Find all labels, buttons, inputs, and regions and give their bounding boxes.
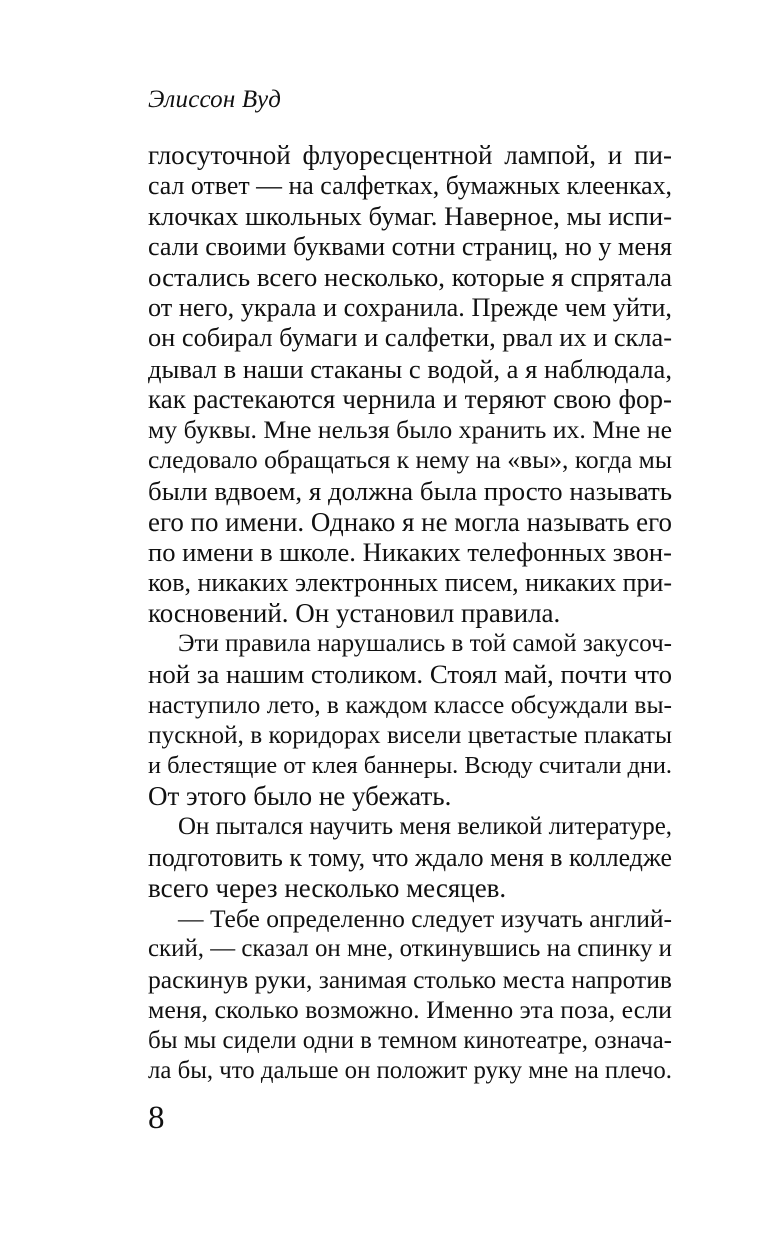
text-line: — Тебе определенно следует изучать англий- [178, 903, 672, 933]
text-line: ский, — сказал он мне, откинувшись на спинку и [148, 935, 672, 963]
body-text [148, 140, 672, 1087]
text-line: наступило лето, в каждом классе обсуждали вы- [148, 689, 672, 719]
text-line: косновений. Он установил правила. [148, 598, 561, 629]
text-line: Эти правила нарушались в той самой закусоч- [178, 629, 672, 657]
text-line: следовало обращаться к нему на «вы», когда мы [148, 445, 672, 475]
text-line: были вдвоем, я должна была просто называть [148, 476, 672, 507]
text-line: дывал в наши стаканы с водой, а я наблюдала, [148, 353, 672, 384]
text-line: сали своими буквами сотни страниц, но у меня [148, 231, 673, 261]
text-line: от него, украла и сохранила. Прежде чем уйти, [148, 292, 672, 322]
text-line: остались всего несколько, которые я спрятала [148, 262, 672, 293]
text-line: всего через несколько месяцев. [148, 873, 507, 904]
text-line: меня, сколько возможно. Именно эта поза, если [148, 995, 672, 1025]
text-line: пускной, в коридорах висели цветастые плакаты [148, 721, 672, 750]
text-line: От этого было не убежать. [148, 781, 452, 812]
text-line: раскинув руки, занимая столько места напротив [148, 964, 672, 994]
running-head-author: Элиссон Вуд [148, 86, 282, 113]
text-line: он собирал бумаги и салфетки, рвал их и скла- [148, 323, 672, 353]
text-line: Он пытался научить меня великой литературе, [178, 813, 672, 841]
text-line: сал ответ — на салфетках, бумажных клеенках, [148, 170, 672, 200]
text-line: подготовить к тому, что ждало меня в колледже [148, 842, 672, 872]
text-line: и блестящие от клея баннеры. Всюду считали дни. [148, 751, 672, 779]
text-line: бы мы сидели одни в темном кинотеатре, означа- [148, 1026, 672, 1054]
text-line: как растекаются чернила и теряют свою фор- [148, 384, 672, 415]
text-line: ной за нашим столиком. Стоял май, почти что [148, 659, 672, 690]
text-line: му буквы. Мне нельзя было хранить их. Мне не [148, 414, 672, 444]
text-line: ла бы, что дальше он положит руку мне на плечо. [148, 1057, 672, 1085]
page-number: 8 [148, 1100, 165, 1136]
text-line: глосуточной флуоресцентной лампой, и пи- [148, 140, 672, 170]
text-line: по имени в школе. Никаких телефонных звон- [148, 537, 672, 568]
text-line: клочках школьных бумаг. Наверное, мы испи- [148, 201, 672, 232]
text-line: ков, никаких электронных писем, никаких при- [148, 567, 672, 597]
text-line: его по имени. Однако я не могла называть его [148, 506, 672, 537]
